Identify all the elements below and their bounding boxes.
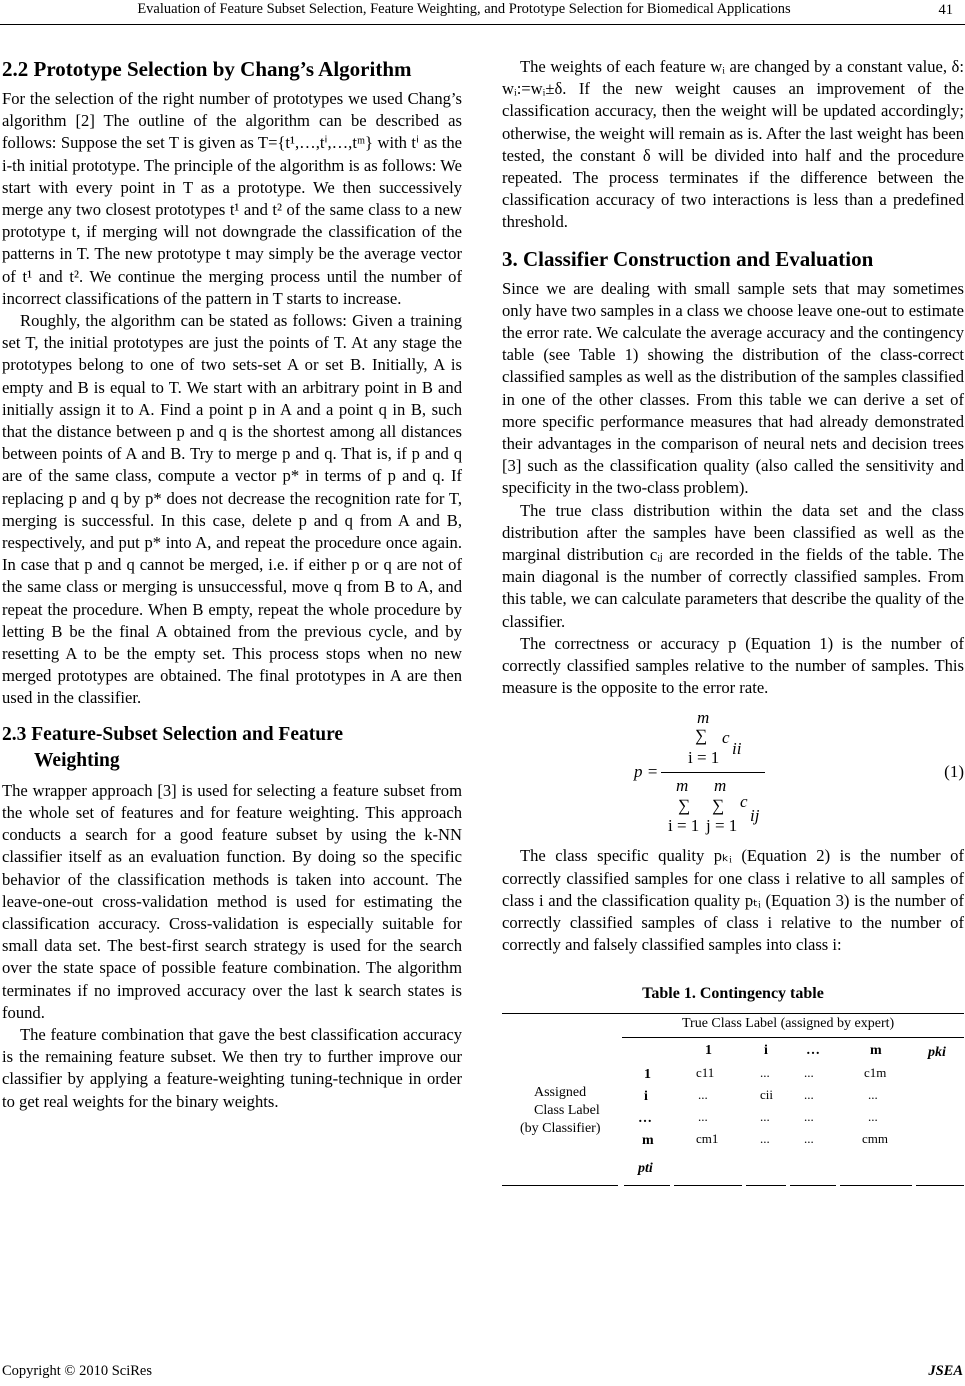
row-label: … <box>638 1110 652 1126</box>
table-cell: cmm <box>862 1130 888 1146</box>
assigned-label: Assigned <box>534 1084 587 1100</box>
paragraph: Roughly, the algorithm can be stated as follows: Given a training set T, the initial prototypes are just the points of T. At any stage the prototypes belong to one of two sets-set A or set B. Initially, A is empty and B is equal to T. We start with an arbitrary point in B and initially assign it to A. Find a point p in A and a point q in B, such that the distance between p and q is the shortest among all distances between points of A and B. Try to merge p and q. That is, if p and q are of the same class, compute a vector p* in terms of p and q. If replacing p and q by p* does not decrease the recognition rate for T, merging is successful. In this case, delete p and q from A and B, respectively, and put p* into A, and repeat the procedure once again. In case that p and q cannot be merged, i.e. if either p or q are not of the same class or merging is unsuccessful, move q from B to A, and repeat the procedure. When B empty, repeat the whole procedure by letting B be the final A obtained from the previous cycle, and by resetting A to be the empty set. This process stops when no new merged prototypes are obtained. The final prototypes in A are then used in the classifier. <box>2 311 462 708</box>
col-header: m <box>870 1042 882 1058</box>
equation-number: (1) <box>944 762 964 782</box>
fraction-bar <box>661 772 765 773</box>
eq-limit: i = 1 <box>668 816 700 836</box>
table-rule <box>622 1037 964 1038</box>
eq-symbol: m <box>676 776 689 796</box>
table-cell: ... <box>760 1108 770 1124</box>
table-cell: c11 <box>696 1064 715 1080</box>
table-cell: ... <box>868 1086 878 1102</box>
paragraph: The wrapper approach [3] is used for selecting a feature subset from the whole set of features and for feature weighting. This approach conducts a search for a good feature subset by using the k-NN classifier itself as an evaluation function. By doing so the specific behavior of the classification methods is taken into account. The leave-one-out cross-validation method is used for estimating the classification accuracy. Cross-validation is especially suitable for small data set. The best-first search strategy is used for the search over the state space of possible feature combination. The algorithm terminates if no improved accuracy over the last k search states is found. <box>2 780 462 1022</box>
table-rule <box>746 1185 786 1186</box>
table-cell: ... <box>804 1064 814 1080</box>
copyright: Copyright © 2010 SciRes <box>2 1363 152 1379</box>
paragraph: The feature combination that gave the best classification accuracy is the remaining feature subset. We then try to further improve our classifier by applying a feature-weighting tuning-technique in order to get real weights for the binary weights. <box>2 1024 462 1111</box>
col-header: 1 <box>705 1042 712 1058</box>
table-rule <box>502 1013 964 1014</box>
table-cell: ... <box>760 1064 770 1080</box>
eq-sum: ∑ <box>695 726 708 746</box>
table-cell: ... <box>804 1086 814 1102</box>
eq-symbol: c <box>722 728 730 748</box>
table-cell: cm1 <box>696 1130 719 1146</box>
left-column <box>2 56 462 1113</box>
equation-1 <box>502 707 964 835</box>
header-rule <box>0 24 965 25</box>
assigned-label: (by Classifier) <box>520 1120 601 1136</box>
true-class-label: True Class Label (assigned by expert) <box>682 1015 895 1031</box>
eq-symbol: m <box>697 708 710 728</box>
table-cell: ... <box>760 1130 770 1146</box>
eq-subscript: ij <box>750 806 760 826</box>
section-heading-3: 3. Classifier Construction and Evaluation <box>502 246 874 271</box>
paragraph: Since we are dealing with small sample sets that may sometimes only have two samples in a class we choose leave one-out to estimate the error rate. We calculate the average accuracy and the contingency table (see Table 1) showing the distribution of the class-correct classified samples as well as the distribution of the samples classified in one of the other classes. From this table we can derive a set of more specific performance measures that had already demonstrated their advantages in the comparison of neural nets and decision trees [3] such as the classification quality (also called the sensitivity and specificity in the two-class problem). <box>502 278 964 498</box>
table-rule <box>624 1185 670 1186</box>
journal-name: JSEA <box>928 1363 963 1379</box>
heading-line: Weighting <box>34 749 120 771</box>
header-title: Evaluation of Feature Subset Selection, Feature Weighting, and Prototype Selection for Biomedical Applications <box>137 1 791 17</box>
eq-subscript: ii <box>732 739 742 759</box>
table-rule <box>674 1185 742 1186</box>
table-cell: ... <box>868 1108 878 1124</box>
col-header: i <box>764 1042 768 1058</box>
eq-lhs: p = <box>634 762 659 782</box>
paragraph: The class specific quality pₖᵢ (Equation 2) is the number of correctly classified samples for one class i relative to all samples of class i and the classification quality pₜᵢ (Equation 3) is the number of correctly classified samples of class i relative to the number of correctly and falsely classified samples into class i: <box>502 846 964 955</box>
paragraph: For the selection of the right number of prototypes we used Chang’s algorithm [2] The outline of the algorithm can be described as follows: Suppose the set T is given as T={t¹,…,tⁱ,…,tᵐ} with tⁱ as the i-th initial prototype. The principle of the algorithm is as follows: We start with every point in T as a prototype. We then successively merge any two closest prototypes t¹ and t² of the same class to a new prototype t, if merging will not downgrade the classification of the patterns in T. The new prototype t may simply be the average vector of t¹ and t². We continue the merging process until the number of incorrect classifications of the pattern in T starts to increase. <box>2 89 462 308</box>
section-heading-2-2: 2.2 Prototype Selection by Chang’s Algorithm <box>2 57 412 81</box>
table-rule <box>840 1185 912 1186</box>
paragraph: The true class distribution within the data set and the class distribution after the samples have been classified as well as the marginal distribution cᵢⱼ are recorded in the fields of the table. The main diagonal is the number of correctly classified samples. From this table, we can calculate parameters that describe the quality of the classifier. <box>502 500 964 631</box>
col-header: … <box>806 1042 820 1058</box>
row-label: 1 <box>644 1066 651 1082</box>
row-label: m <box>642 1132 654 1148</box>
table-rule <box>916 1185 964 1186</box>
paragraph: The weights of each feature wᵢ are changed by a constant value, δ: wᵢ:=wᵢ±δ. If the new weight causes an improvement of the classification accuracy, then the weight will be updated accordingly; otherwise, the weight will remain as is. After the last weight has been tested, the constant δ will be divided into half and the procedure repeated. The process terminates if the difference between the classification accuracy of two interactions is less than a predefined threshold. <box>502 57 964 232</box>
table-cell: c1m <box>864 1064 887 1080</box>
table-cell: ... <box>698 1086 708 1102</box>
assigned-label: Class Label <box>534 1102 600 1118</box>
row-label: pti <box>638 1160 653 1176</box>
eq-limit: i = 1 <box>688 748 720 768</box>
table-cell: ... <box>804 1108 814 1124</box>
table-cell: ... <box>804 1130 814 1146</box>
eq-sum: ∑ <box>678 796 691 816</box>
right-column <box>502 56 964 1203</box>
section-heading-2-3 <box>2 722 462 774</box>
eq-sum: ∑ <box>712 796 725 816</box>
heading-line: 2.3 Feature-Subset Selection and Feature <box>2 723 344 745</box>
contingency-table <box>502 1013 964 1203</box>
table-cell: cii <box>760 1086 773 1102</box>
page-footer <box>2 1363 963 1380</box>
table-cell: ... <box>698 1108 708 1124</box>
eq-limit: j = 1 <box>706 816 738 836</box>
table-caption: Table 1. Contingency table <box>642 984 824 1002</box>
eq-symbol: m <box>714 776 727 796</box>
col-header: pki <box>928 1044 946 1060</box>
table-rule <box>502 1185 618 1186</box>
table-rule <box>790 1185 836 1186</box>
paragraph: The correctness or accuracy p (Equation 1) is the number of correctly classified samples relative to the number of samples. This measure is the opposite to the error rate. <box>502 633 964 698</box>
row-label: i <box>644 1088 648 1104</box>
page-number: 41 <box>938 2 953 18</box>
eq-symbol: c <box>740 792 748 812</box>
